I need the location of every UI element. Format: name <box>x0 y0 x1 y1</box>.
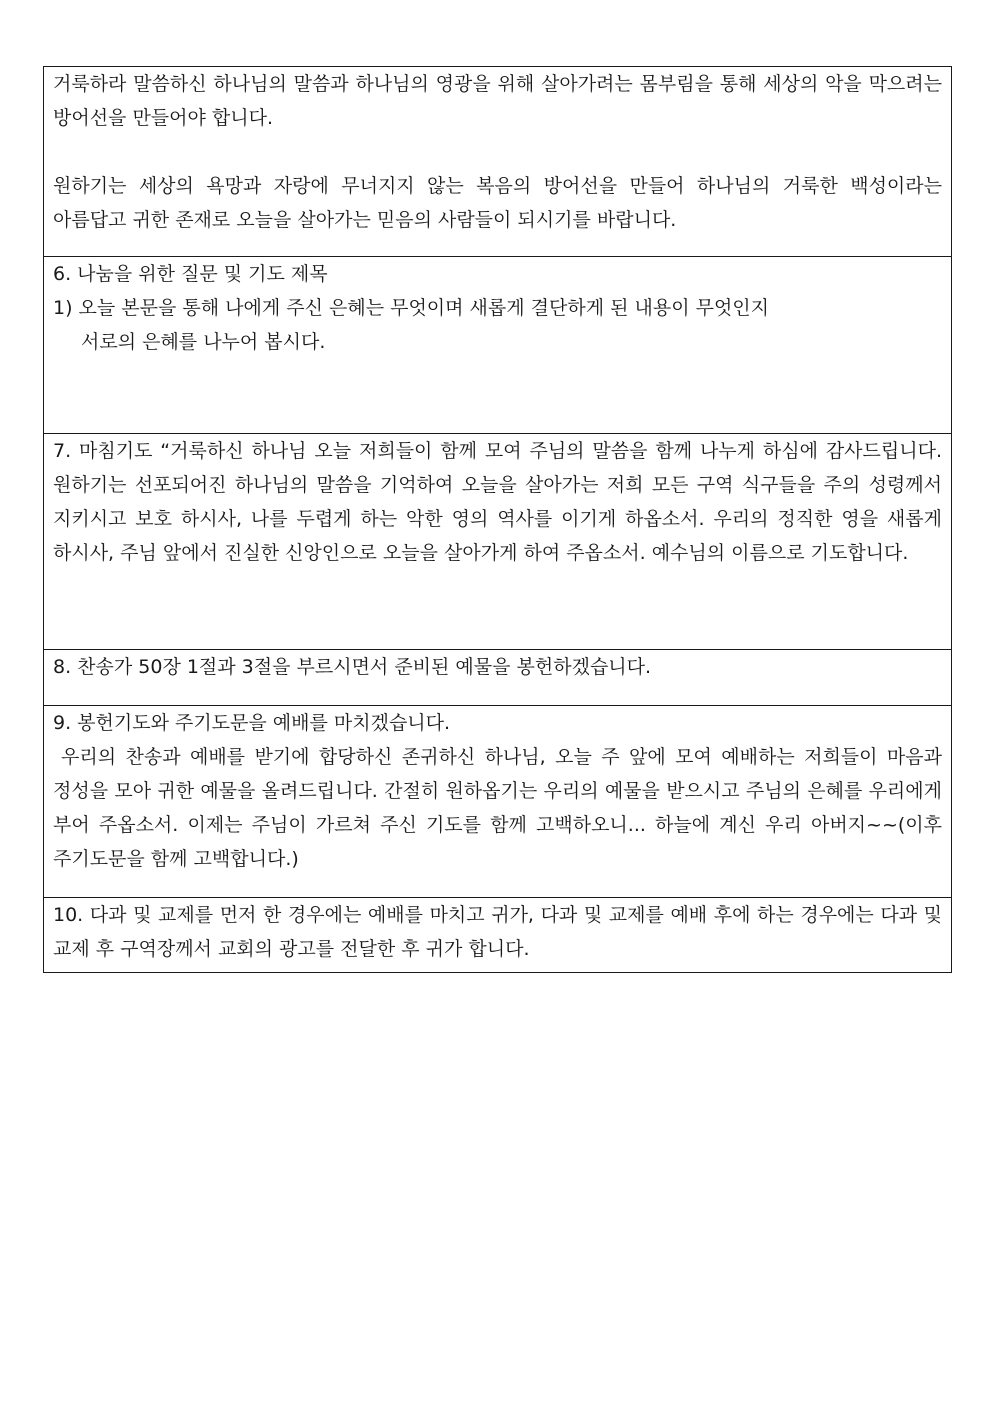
sermon-conclusion-cell <box>44 67 952 257</box>
sharing-questions-cell <box>44 257 952 434</box>
offering-prayer-text: 우리의 찬송과 예배를 받기에 합당하신 존귀하신 하나님, 오늘 주 앞에 모여 예배하는 저희들이 마음과 정성을 모아 귀한 예물을 올려드립니다. 간절히 원하옵기는 우리의 예물을 받으시고 주님의 은혜를 우리에게 부어 주옵소서. 이제는 주님이 가르쳐 주신 기도를 함께 고백하오니... 하늘에 계신 우리 아버지~~(이후 주기도문을 함께 고백합니다.) <box>53 746 942 870</box>
paragraph-gap <box>53 135 942 169</box>
sermon-paragraph: 원하기는 세상의 욕망과 자랑에 무너지지 않는 복음의 방어선을 만들어 하나님의 거룩한 백성이라는 아름답고 귀한 존재로 오늘을 살아가는 믿음의 사람들이 되시기를 바랍니다. <box>53 175 942 231</box>
offering-prayer-cell <box>44 706 952 898</box>
fellowship-cell <box>44 898 952 973</box>
hymn-offering-text: 8. 찬송가 50장 1절과 3절을 부르시면서 준비된 예물을 봉헌하겠습니다. <box>53 656 652 678</box>
hymn-offering-cell <box>44 650 952 706</box>
worship-order-table <box>43 66 952 973</box>
question-text-continued: 서로의 은혜를 나누어 봅시다. <box>81 331 326 353</box>
table-row <box>44 434 952 650</box>
section-heading: 9. 봉헌기도와 주기도문을 예배를 마치겠습니다. <box>53 712 451 734</box>
table-row <box>44 650 952 706</box>
fellowship-text: 10. 다과 및 교제를 먼저 한 경우에는 예배를 마치고 귀가, 다과 및 교제를 예배 후에 하는 경우에는 다과 및 교제 후 구역장께서 교회의 광고를 전달한 후 귀가 합니다. <box>53 904 942 960</box>
closing-prayer-text: 7. 마침기도 “거룩하신 하나님 오늘 저희들이 함께 모여 주님의 말씀을 함께 나누게 하심에 감사드립니다. 원하기는 선포되어진 하나님의 말씀을 기억하여 오늘을 살아가는 저희 모든 구역 식구들을 주의 성령께서 지키시고 보호 하시사, 나를 두렵게 하는 악한 영의 역사를 이기게 하옵소서. 우리의 정직한 영을 새롭게 하시사, 주님 앞에서 진실한 신앙인으로 오늘을 살아가게 하여 주옵소서. 예수님의 이름으로 기도합니다. <box>53 440 942 564</box>
table-row <box>44 706 952 898</box>
table-row <box>44 257 952 434</box>
question-text: 1) 오늘 본문을 통해 나에게 주신 은혜는 무엇이며 새롭게 결단하게 된 내용이 무엇인지 <box>53 297 770 319</box>
table-row <box>44 898 952 973</box>
sermon-paragraph: 거룩하라 말씀하신 하나님의 말씀과 하나님의 영광을 위해 살아가려는 몸부림을 통해 세상의 악을 막으려는 방어선을 만들어야 합니다. <box>53 73 942 129</box>
table-row <box>44 67 952 257</box>
section-heading: 6. 나눔을 위한 질문 및 기도 제목 <box>53 263 328 285</box>
closing-prayer-cell <box>44 434 952 650</box>
